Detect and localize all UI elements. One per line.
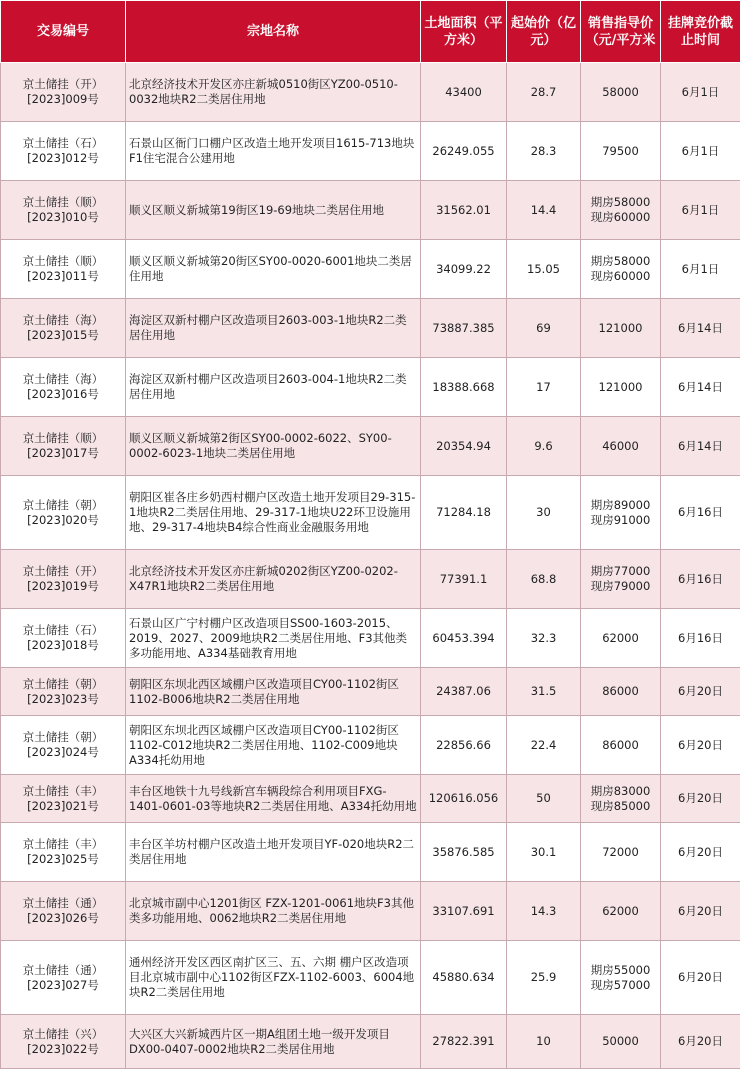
cell-land-name: 通州经济开发区西区南扩区三、五、六期 棚户区改造项目北京城市副中心1102街区FZX-1102-6003、6004地块R2二类居住用地	[126, 941, 421, 1015]
code-number: [2023]017号	[4, 446, 122, 461]
guide-price-line-1: 121000	[584, 380, 657, 395]
cell-area: 22856.66	[421, 716, 507, 775]
cell-guide-price	[581, 882, 661, 941]
cell-area: 35876.585	[421, 823, 507, 882]
cell-guide-price	[581, 775, 661, 823]
guide-price-line-1: 期房77000	[584, 564, 657, 579]
cell-guide-price	[581, 299, 661, 358]
cell-start-price: 28.7	[507, 63, 581, 122]
code-prefix: 京土储挂（丰）	[4, 837, 122, 852]
cell-code	[1, 609, 126, 668]
cell-guide-price	[581, 122, 661, 181]
code-prefix: 京土储挂（朝）	[4, 677, 122, 692]
guide-price-line-2: 现房57000	[584, 978, 657, 993]
table-row	[1, 358, 740, 417]
guide-price-line-1: 86000	[584, 684, 657, 699]
table-row	[1, 122, 740, 181]
cell-deadline: 6月20日	[661, 1015, 740, 1069]
table-row	[1, 775, 740, 823]
cell-code	[1, 823, 126, 882]
cell-code	[1, 358, 126, 417]
cell-start-price: 50	[507, 775, 581, 823]
code-prefix: 京土储挂（顺）	[4, 431, 122, 446]
cell-start-price: 14.4	[507, 181, 581, 240]
cell-area: 71284.18	[421, 476, 507, 550]
cell-deadline: 6月14日	[661, 299, 740, 358]
cell-deadline: 6月20日	[661, 823, 740, 882]
cell-code	[1, 716, 126, 775]
cell-start-price: 22.4	[507, 716, 581, 775]
cell-start-price: 30	[507, 476, 581, 550]
code-number: [2023]023号	[4, 692, 122, 707]
cell-deadline: 6月14日	[661, 417, 740, 476]
guide-price-line-2: 现房60000	[584, 269, 657, 284]
cell-deadline: 6月14日	[661, 358, 740, 417]
code-prefix: 京土储挂（开）	[4, 77, 122, 92]
guide-price-line-1: 121000	[584, 321, 657, 336]
table-row	[1, 609, 740, 668]
cell-deadline: 6月1日	[661, 181, 740, 240]
table-row	[1, 476, 740, 550]
code-number: [2023]024号	[4, 745, 122, 760]
cell-code	[1, 181, 126, 240]
table-header-row	[1, 1, 740, 63]
guide-price-line-2: 现房79000	[584, 579, 657, 594]
guide-price-line-1: 72000	[584, 845, 657, 860]
cell-code	[1, 417, 126, 476]
cell-guide-price	[581, 609, 661, 668]
code-prefix: 京土储挂（通）	[4, 896, 122, 911]
cell-land-name: 石景山区衙门口棚户区改造土地开发项目1615-713地块F1住宅混合公建用地	[126, 122, 421, 181]
cell-land-name: 海淀区双新村棚户区改造项目2603-003-1地块R2二类居住用地	[126, 299, 421, 358]
code-number: [2023]019号	[4, 579, 122, 594]
cell-start-price: 25.9	[507, 941, 581, 1015]
guide-price-line-1: 62000	[584, 904, 657, 919]
cell-guide-price	[581, 63, 661, 122]
cell-deadline: 6月1日	[661, 122, 740, 181]
cell-guide-price	[581, 941, 661, 1015]
header-start-price: 起始价（亿元）	[507, 1, 581, 63]
code-number: [2023]011号	[4, 269, 122, 284]
cell-guide-price	[581, 240, 661, 299]
cell-deadline: 6月1日	[661, 240, 740, 299]
cell-deadline: 6月20日	[661, 775, 740, 823]
cell-area: 26249.055	[421, 122, 507, 181]
cell-guide-price	[581, 550, 661, 609]
cell-guide-price	[581, 476, 661, 550]
cell-land-name: 顺义区顺义新城第20街区SY00-0020-6001地块二类居住用地	[126, 240, 421, 299]
cell-area: 31562.01	[421, 181, 507, 240]
cell-guide-price	[581, 823, 661, 882]
code-number: [2023]012号	[4, 151, 122, 166]
code-prefix: 京土储挂（石）	[4, 623, 122, 638]
table-row	[1, 417, 740, 476]
cell-guide-price	[581, 358, 661, 417]
code-prefix: 京土储挂（朝）	[4, 730, 122, 745]
cell-start-price: 69	[507, 299, 581, 358]
guide-price-line-1: 期房55000	[584, 963, 657, 978]
cell-land-name: 北京城市副中心1201街区 FZX-1201-0061地块F3其他类多功能用地、0062地块R2二类居住用地	[126, 882, 421, 941]
cell-area: 20354.94	[421, 417, 507, 476]
cell-guide-price	[581, 417, 661, 476]
code-prefix: 京土储挂（海）	[4, 372, 122, 387]
table-row	[1, 63, 740, 122]
code-prefix: 京土储挂（顺）	[4, 195, 122, 210]
code-number: [2023]026号	[4, 911, 122, 926]
cell-land-name: 顺义区顺义新城第2街区SY00-0002-6022、SY00-0002-6023-1地块二类居住用地	[126, 417, 421, 476]
cell-land-name: 朝阳区崔各庄乡奶西村棚户区改造土地开发项目29-315-1地块R2二类居住用地、29-317-1地块U22环卫设施用地、29-317-4地块B4综合性商业金融服务用地	[126, 476, 421, 550]
cell-start-price: 30.1	[507, 823, 581, 882]
cell-start-price: 15.05	[507, 240, 581, 299]
cell-deadline: 6月16日	[661, 609, 740, 668]
cell-land-name: 朝阳区东坝北西区域棚户区改造项目CY00-1102街区1102-B006地块R2二类居住用地	[126, 668, 421, 716]
guide-price-line-2: 现房85000	[584, 799, 657, 814]
guide-price-line-1: 期房89000	[584, 498, 657, 513]
cell-start-price: 17	[507, 358, 581, 417]
cell-area: 24387.06	[421, 668, 507, 716]
code-prefix: 京土储挂（顺）	[4, 254, 122, 269]
code-prefix: 京土储挂（丰）	[4, 784, 122, 799]
code-number: [2023]020号	[4, 513, 122, 528]
code-number: [2023]009号	[4, 92, 122, 107]
code-number: [2023]015号	[4, 328, 122, 343]
code-prefix: 京土储挂（海）	[4, 313, 122, 328]
code-number: [2023]025号	[4, 852, 122, 867]
code-number: [2023]021号	[4, 799, 122, 814]
cell-code	[1, 550, 126, 609]
cell-land-name: 丰台区地铁十九号线新宫车辆段综合利用项目FXG-1401-0601-03等地块R2二类居住用地、A334托幼用地	[126, 775, 421, 823]
cell-deadline: 6月20日	[661, 668, 740, 716]
cell-area: 60453.394	[421, 609, 507, 668]
code-prefix: 京土储挂（石）	[4, 136, 122, 151]
code-number: [2023]010号	[4, 210, 122, 225]
guide-price-line-1: 期房58000	[584, 254, 657, 269]
cell-start-price: 32.3	[507, 609, 581, 668]
header-deadline: 挂牌竞价截止时间	[661, 1, 740, 63]
guide-price-line-1: 50000	[584, 1034, 657, 1049]
cell-deadline: 6月20日	[661, 716, 740, 775]
table-row	[1, 299, 740, 358]
header-code: 交易编号	[1, 1, 126, 63]
guide-price-line-1: 期房83000	[584, 784, 657, 799]
code-prefix: 京土储挂（开）	[4, 564, 122, 579]
cell-deadline: 6月16日	[661, 550, 740, 609]
cell-land-name: 海淀区双新村棚户区改造项目2603-004-1地块R2二类居住用地	[126, 358, 421, 417]
cell-land-name: 丰台区羊坊村棚户区改造土地开发项目YF-020地块R2二类居住用地	[126, 823, 421, 882]
guide-price-line-1: 58000	[584, 85, 657, 100]
code-prefix: 京土储挂（通）	[4, 963, 122, 978]
cell-guide-price	[581, 716, 661, 775]
cell-land-name: 顺义区顺义新城第19街区19-69地块二类居住用地	[126, 181, 421, 240]
cell-area: 120616.056	[421, 775, 507, 823]
cell-deadline: 6月1日	[661, 63, 740, 122]
cell-area: 34099.22	[421, 240, 507, 299]
guide-price-line-1: 79500	[584, 144, 657, 159]
guide-price-line-1: 62000	[584, 631, 657, 646]
code-number: [2023]016号	[4, 387, 122, 402]
table-row	[1, 941, 740, 1015]
table-row	[1, 550, 740, 609]
cell-code	[1, 882, 126, 941]
cell-area: 77391.1	[421, 550, 507, 609]
cell-area: 27822.391	[421, 1015, 507, 1069]
guide-price-line-1: 86000	[584, 738, 657, 753]
header-area: 土地面积（平方米）	[421, 1, 507, 63]
table-row	[1, 823, 740, 882]
code-prefix: 京土储挂（朝）	[4, 498, 122, 513]
table-row	[1, 668, 740, 716]
code-number: [2023]022号	[4, 1042, 122, 1057]
code-prefix: 京土储挂（兴）	[4, 1027, 122, 1042]
cell-area: 45880.634	[421, 941, 507, 1015]
cell-start-price: 14.3	[507, 882, 581, 941]
cell-land-name: 大兴区大兴新城西片区一期A组团土地一级开发项目DX00-0407-0002地块R2二类居住用地	[126, 1015, 421, 1069]
cell-start-price: 31.5	[507, 668, 581, 716]
cell-deadline: 6月16日	[661, 476, 740, 550]
cell-start-price: 28.3	[507, 122, 581, 181]
cell-deadline: 6月20日	[661, 882, 740, 941]
cell-start-price: 9.6	[507, 417, 581, 476]
cell-area: 18388.668	[421, 358, 507, 417]
guide-price-line-2: 现房60000	[584, 210, 657, 225]
cell-land-name: 石景山区广宁村棚户区改造项目SS00-1603-2015、2019、2027、2009地块R2二类居住用地、F3其他类多功能用地、A334基础教育用地	[126, 609, 421, 668]
guide-price-line-1: 46000	[584, 439, 657, 454]
cell-land-name: 朝阳区东坝北西区域棚户区改造项目CY00-1102街区1102-C012地块R2二类居住用地、1102-C009地块A334托幼用地	[126, 716, 421, 775]
cell-area: 73887.385	[421, 299, 507, 358]
table-row	[1, 240, 740, 299]
code-number: [2023]027号	[4, 978, 122, 993]
cell-land-name: 北京经济技术开发区亦庄新城0202街区YZ00-0202-X47R1地块R2二类居住用地	[126, 550, 421, 609]
header-guide-price: 销售指导价（元/平方米	[581, 1, 661, 63]
cell-guide-price	[581, 668, 661, 716]
cell-deadline: 6月20日	[661, 941, 740, 1015]
cell-area: 43400	[421, 63, 507, 122]
cell-land-name: 北京经济技术开发区亦庄新城0510街区YZ00-0510-0032地块R2二类居住用地	[126, 63, 421, 122]
table-row	[1, 882, 740, 941]
table-row	[1, 716, 740, 775]
header-name: 宗地名称	[126, 1, 421, 63]
guide-price-line-2: 现房91000	[584, 513, 657, 528]
cell-code	[1, 941, 126, 1015]
cell-code	[1, 122, 126, 181]
cell-area: 33107.691	[421, 882, 507, 941]
cell-start-price: 10	[507, 1015, 581, 1069]
cell-start-price: 68.8	[507, 550, 581, 609]
code-number: [2023]018号	[4, 638, 122, 653]
cell-guide-price	[581, 181, 661, 240]
cell-code	[1, 240, 126, 299]
cell-code	[1, 775, 126, 823]
guide-price-line-1: 期房58000	[584, 195, 657, 210]
cell-code	[1, 299, 126, 358]
cell-code	[1, 63, 126, 122]
cell-code	[1, 668, 126, 716]
cell-code	[1, 476, 126, 550]
table-row	[1, 181, 740, 240]
